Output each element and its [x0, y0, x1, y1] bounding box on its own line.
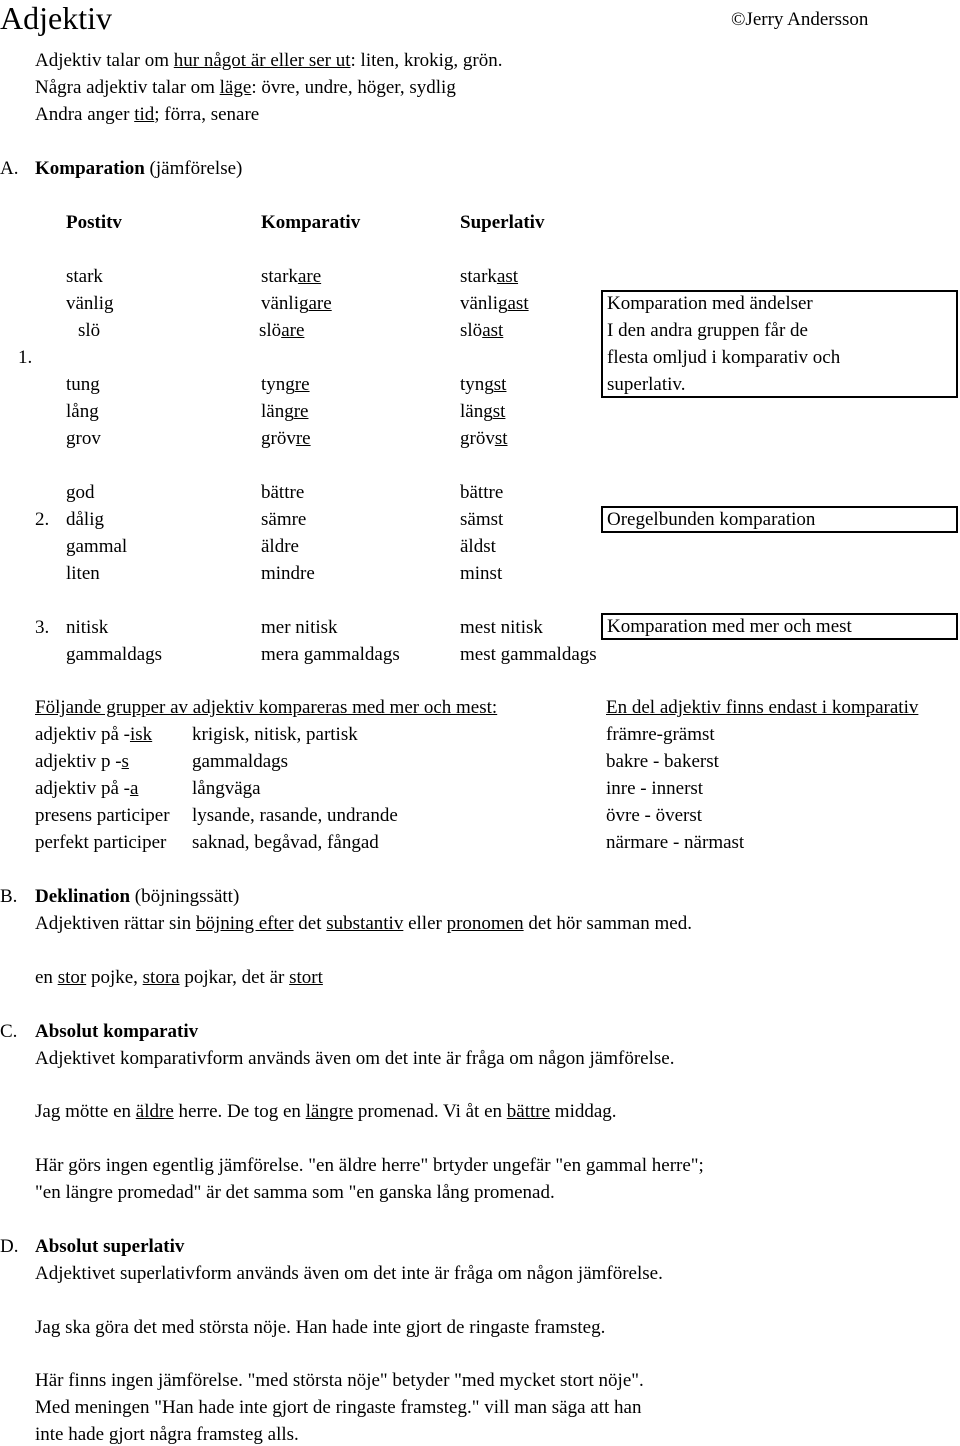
col-header-positiv: Postitv: [66, 212, 122, 233]
komp-only-item: bakre - bakerst: [606, 751, 719, 772]
positiv: gammal: [66, 536, 128, 557]
komparativ: tyngre: [261, 374, 310, 395]
mer-mest-examples: saknad, begåvad, fångad: [192, 832, 379, 853]
mer-mest-examples: gammaldags: [192, 751, 289, 772]
section-d-heading: Absolut superlativ: [35, 1236, 185, 1257]
section-d-example: Jag ska göra det med största nöje. Han hade inte gjort de ringaste framsteg.: [35, 1317, 606, 1338]
komp-only-item: främre-grämst: [606, 724, 715, 745]
intro-line-3: Andra anger tid; förra, senare: [35, 104, 260, 125]
komparativ: bättre: [261, 482, 305, 503]
intro-line-2: Några adjektiv talar om läge: övre, undre, höger, sydlig: [35, 77, 456, 98]
komparativ: mera gammaldags: [261, 644, 400, 665]
note-box-mer-mest: [601, 613, 958, 640]
komparativ: grövre: [261, 428, 311, 449]
col-header-komparativ: Komparativ: [261, 212, 361, 233]
superlativ: tyngst: [460, 374, 507, 395]
section-c-text: Adjektivet komparativform används även om det inte är fråga om någon jämförelse.: [35, 1048, 675, 1069]
group-number-3: 3.: [35, 617, 50, 638]
note-line: Komparation med ändelser: [607, 293, 813, 314]
section-d-text: Adjektivet superlativform används även om det inte är fråga om någon jämförelse.: [35, 1263, 663, 1284]
mer-mest-examples: långväga: [192, 778, 261, 799]
note-line: superlativ.: [607, 374, 686, 395]
komparativ: äldre: [261, 536, 299, 557]
group-number-2: 2.: [35, 509, 50, 530]
komp-only-heading: En del adjektiv finns endast i komparativ: [606, 697, 919, 718]
section-c-explanation: "en längre promedad" är det samma som "en ganska lång promenad.: [35, 1182, 555, 1203]
section-d-explanation: Med meningen "Han hade inte gjort de ringaste framsteg." vill man säga att han: [35, 1397, 642, 1418]
section-c-heading: Absolut komparativ: [35, 1021, 199, 1042]
positiv: gammaldags: [66, 644, 163, 665]
komparativ: slöare: [259, 320, 305, 341]
superlativ: slöast: [460, 320, 504, 341]
superlativ: starkast: [460, 266, 519, 287]
copyright: ©Jerry Andersson: [731, 9, 869, 30]
note-line: Komparation med mer och mest: [607, 616, 852, 637]
komparativ: mindre: [261, 563, 315, 584]
komparativ: vänligare: [261, 293, 332, 314]
komparativ: sämre: [261, 509, 307, 530]
positiv: slö: [78, 320, 101, 341]
group-number-1: 1.: [18, 347, 33, 368]
komparativ: starkare: [261, 266, 322, 287]
section-b-example: en stor pojke, stora pojkar, det är stort: [35, 967, 323, 988]
note-line: flesta omljud i komparativ och: [607, 347, 841, 368]
note-line: Oregelbunden komparation: [607, 509, 816, 530]
positiv: god: [66, 482, 95, 503]
komp-only-item: inre - innerst: [606, 778, 704, 799]
superlativ: minst: [460, 563, 503, 584]
superlativ: mest gammaldags: [460, 644, 597, 665]
positiv: stark: [66, 266, 103, 287]
section-a-heading: Komparation (jämförelse): [35, 158, 243, 179]
mer-mest-type: presens participer: [35, 805, 170, 826]
superlativ: grövst: [460, 428, 508, 449]
section-b-text: Adjektiven rättar sin böjning efter det substantiv eller pronomen det hör samman med.: [35, 913, 692, 934]
positiv: liten: [66, 563, 100, 584]
section-a-letter: A.: [0, 158, 19, 179]
page-title: Adjektiv: [0, 0, 112, 36]
col-header-superlativ: Superlativ: [460, 212, 545, 233]
mer-mest-examples: lysande, rasande, undrande: [192, 805, 398, 826]
positiv: lång: [66, 401, 99, 422]
mer-mest-type: adjektiv p -s: [35, 751, 129, 772]
section-b-letter: B.: [0, 886, 18, 907]
section-b-heading: Deklination (böjningssätt): [35, 886, 240, 907]
komp-only-item: närmare - närmast: [606, 832, 745, 853]
note-box-irregular: [601, 506, 958, 533]
superlativ: sämst: [460, 509, 504, 530]
section-d-letter: D.: [0, 1236, 19, 1257]
superlativ: längst: [460, 401, 506, 422]
komparativ: mer nitisk: [261, 617, 338, 638]
mer-mest-type: adjektiv på -isk: [35, 724, 153, 745]
note-box-endings: [601, 290, 958, 398]
komparativ: längre: [261, 401, 309, 422]
section-c-letter: C.: [0, 1021, 18, 1042]
mer-mest-heading: Följande grupper av adjektiv kompareras med mer och mest:: [35, 697, 498, 718]
superlativ: äldst: [460, 536, 496, 557]
mer-mest-type: perfekt participer: [35, 832, 167, 853]
superlativ: mest nitisk: [460, 617, 543, 638]
positiv: nitisk: [66, 617, 109, 638]
section-c-example: Jag mötte en äldre herre. De tog en längre promenad. Vi åt en bättre middag.: [35, 1101, 617, 1122]
superlativ: bättre: [460, 482, 504, 503]
positiv: tung: [66, 374, 100, 395]
positiv: dålig: [66, 509, 104, 530]
mer-mest-examples: krigisk, nitisk, partisk: [192, 724, 358, 745]
superlativ: vänligast: [460, 293, 529, 314]
positiv: grov: [66, 428, 101, 449]
section-c-explanation: Här görs ingen egentlig jämförelse. "en äldre herre" brtyder ungefär "en gammal herre";: [35, 1155, 704, 1176]
mer-mest-type: adjektiv på -a: [35, 778, 139, 799]
section-d-explanation: inte hade gjort några framsteg alls.: [35, 1424, 299, 1445]
positiv: vänlig: [66, 293, 114, 314]
note-line: I den andra gruppen får de: [607, 320, 808, 341]
intro-line-1: Adjektiv talar om hur något är eller ser ut: liten, krokig, grön.: [35, 50, 503, 71]
komp-only-item: övre - överst: [606, 805, 703, 826]
section-d-explanation: Här finns ingen jämförelse. "med största nöje" betyder "med mycket stort nöje".: [35, 1370, 644, 1391]
